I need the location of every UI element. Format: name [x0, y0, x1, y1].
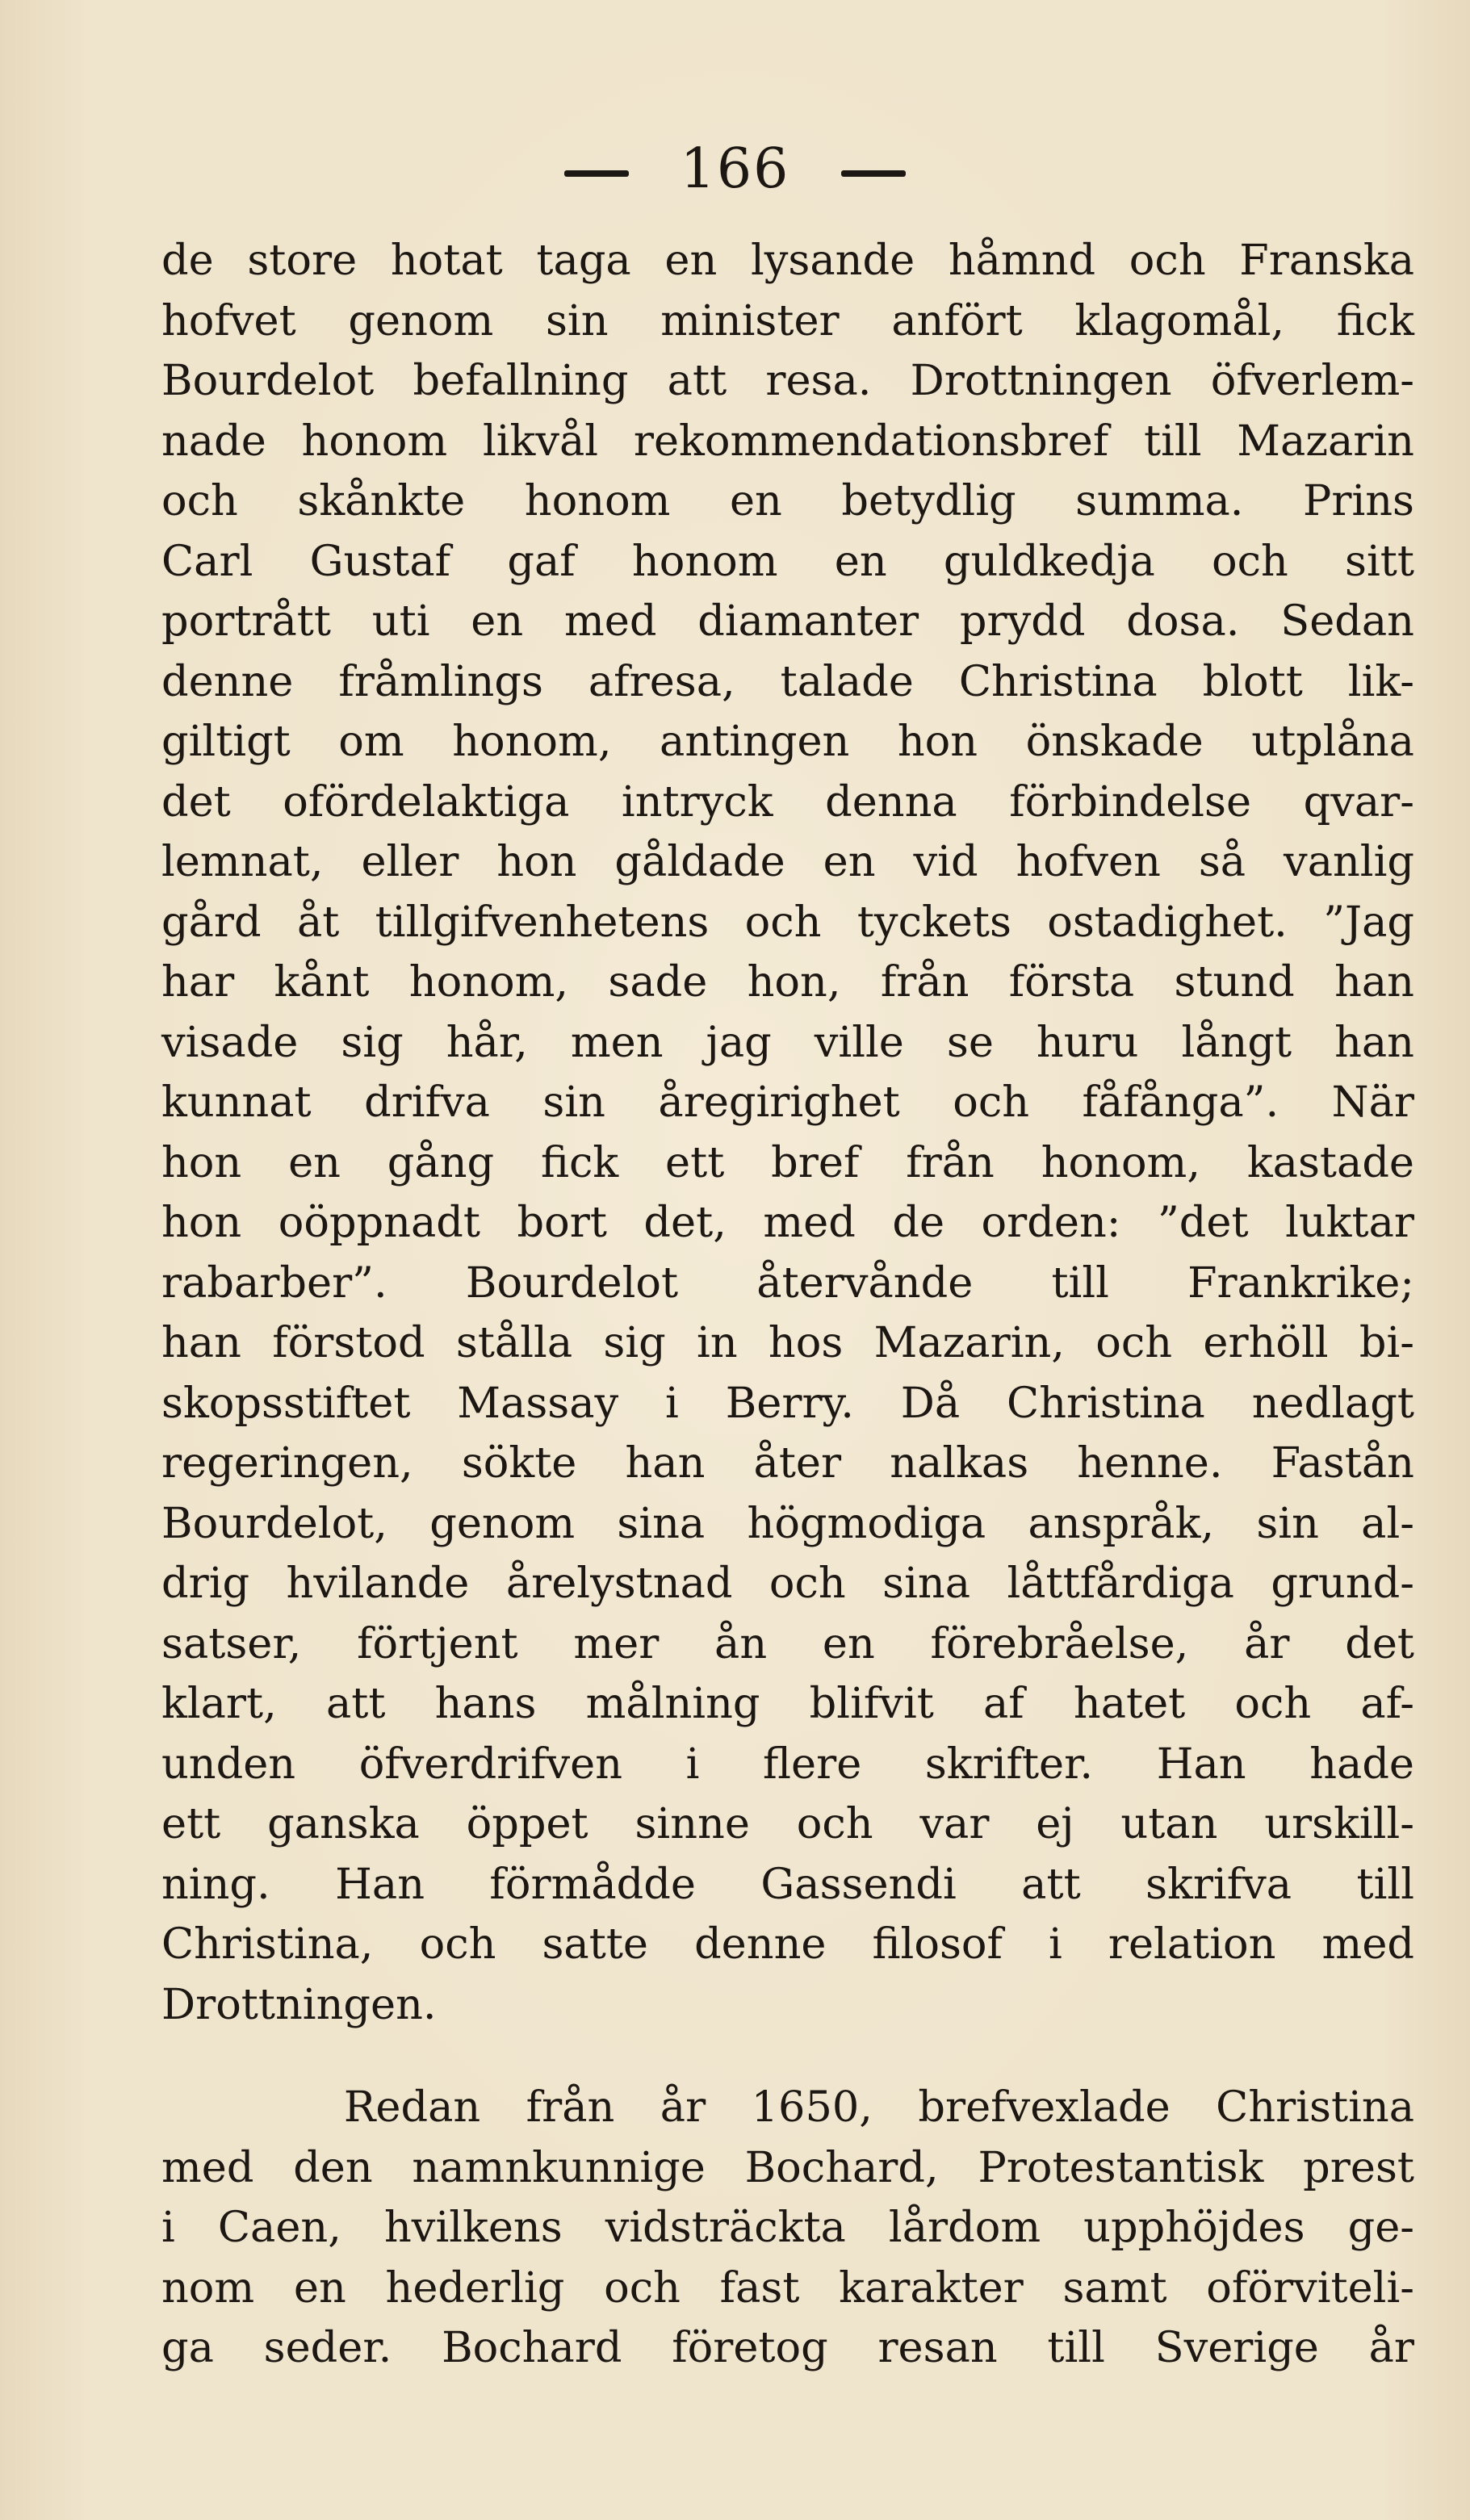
text-line: i Caen, hvilkens vidsträckta lårdom upphöjdes ge-	[161, 2203, 1414, 2252]
page-header	[0, 137, 1470, 201]
text-line: klart, att hans målning blifvit af hatet och af-	[161, 1679, 1414, 1728]
text-line: Carl Gustaf gaf honom en guldkedja och sitt	[161, 536, 1414, 586]
text-line: Christina, och satte denne filosof i relation med	[161, 1919, 1414, 1969]
text-line: ning. Han förmådde Gassendi att skrifva till	[161, 1859, 1414, 1909]
text-line: det ofördelaktiga intryck denna förbindelse qvar-	[161, 777, 1414, 827]
text-line: lemnat, eller hon gåldade en vid hofven så vanlig	[161, 837, 1414, 886]
text-line: rabarber”. Bourdelot återvånde till Frankrike;	[161, 1258, 1414, 1308]
text-line: portrått uti en med diamanter prydd dosa. Sedan	[161, 597, 1414, 646]
text-line: Bourdelot, genom sina högmodiga anspråk, sin al-	[161, 1498, 1414, 1548]
text-line: nade honom likvål rekommendationsbref till Mazarin	[161, 416, 1414, 466]
text-line: giltigt om honom, antingen hon önskade utplåna	[161, 717, 1414, 766]
text-line: hon en gång fick ett bref från honom, kastade	[161, 1137, 1414, 1187]
page-number: 166	[680, 137, 790, 201]
text-line: Drottningen.	[161, 1979, 437, 2029]
text-line: de store hotat taga en lysande håmnd och Franska	[161, 236, 1414, 285]
text-line: unden öfverdrifven i flere skrifter. Han hade	[161, 1739, 1414, 1789]
text-line: ett ganska öppet sinne och var ej utan urskill-	[161, 1799, 1414, 1848]
text-line: kunnat drifva sin åregirighet och fåfånga”. När	[161, 1078, 1414, 1127]
paragraph-1	[161, 231, 1414, 2035]
text-line: har kånt honom, sade hon, från första stund han	[161, 957, 1414, 1007]
text-line: skopsstiftet Massay i Berry. Då Christina nedlagt	[161, 1378, 1414, 1428]
text-line: hon oöppnadt bort det, med de orden: ”det luktar	[161, 1198, 1414, 1247]
text-line: hofvet genom sin minister anfört klagomål, fick	[161, 295, 1414, 345]
text-line: Bourdelot befallning att resa. Drottningen öfverlem-	[161, 356, 1414, 405]
right-dash-ornament	[841, 170, 906, 177]
text-line: han förstod stålla sig in hos Mazarin, och erhöll bi-	[161, 1318, 1414, 1367]
text-line: gård åt tillgifvenhetens och tyckets ostadighet. ”Jag	[161, 897, 1414, 947]
paragraph-2	[161, 2078, 1414, 2379]
text-line: med den namnkunnige Bochard, Protestantisk prest	[161, 2142, 1414, 2192]
text-line: denne fråmlings afresa, talade Christina blott lik-	[161, 656, 1414, 706]
text-line: regeringen, sökte han åter nalkas henne. Fastån	[161, 1438, 1414, 1488]
text-line: satser, förtjent mer ån en förebråelse, år det	[161, 1618, 1414, 1668]
text-line: och skånkte honom en betydlig summa. Prins	[161, 476, 1414, 525]
text-line: ga seder. Bochard företog resan till Sverige år	[161, 2323, 1414, 2372]
left-dash-ornament	[564, 170, 629, 177]
text-line: visade sig hår, men jag ville se huru långt han	[161, 1017, 1414, 1067]
text-line: Redan från år 1650, brefvexlade Christina	[161, 2083, 1414, 2132]
text-line: nom en hederlig och fast karakter samt oförviteli-	[161, 2263, 1414, 2313]
text-line: drig hvilande årelystnad och sina låttfårdiga grund-	[161, 1559, 1414, 1608]
